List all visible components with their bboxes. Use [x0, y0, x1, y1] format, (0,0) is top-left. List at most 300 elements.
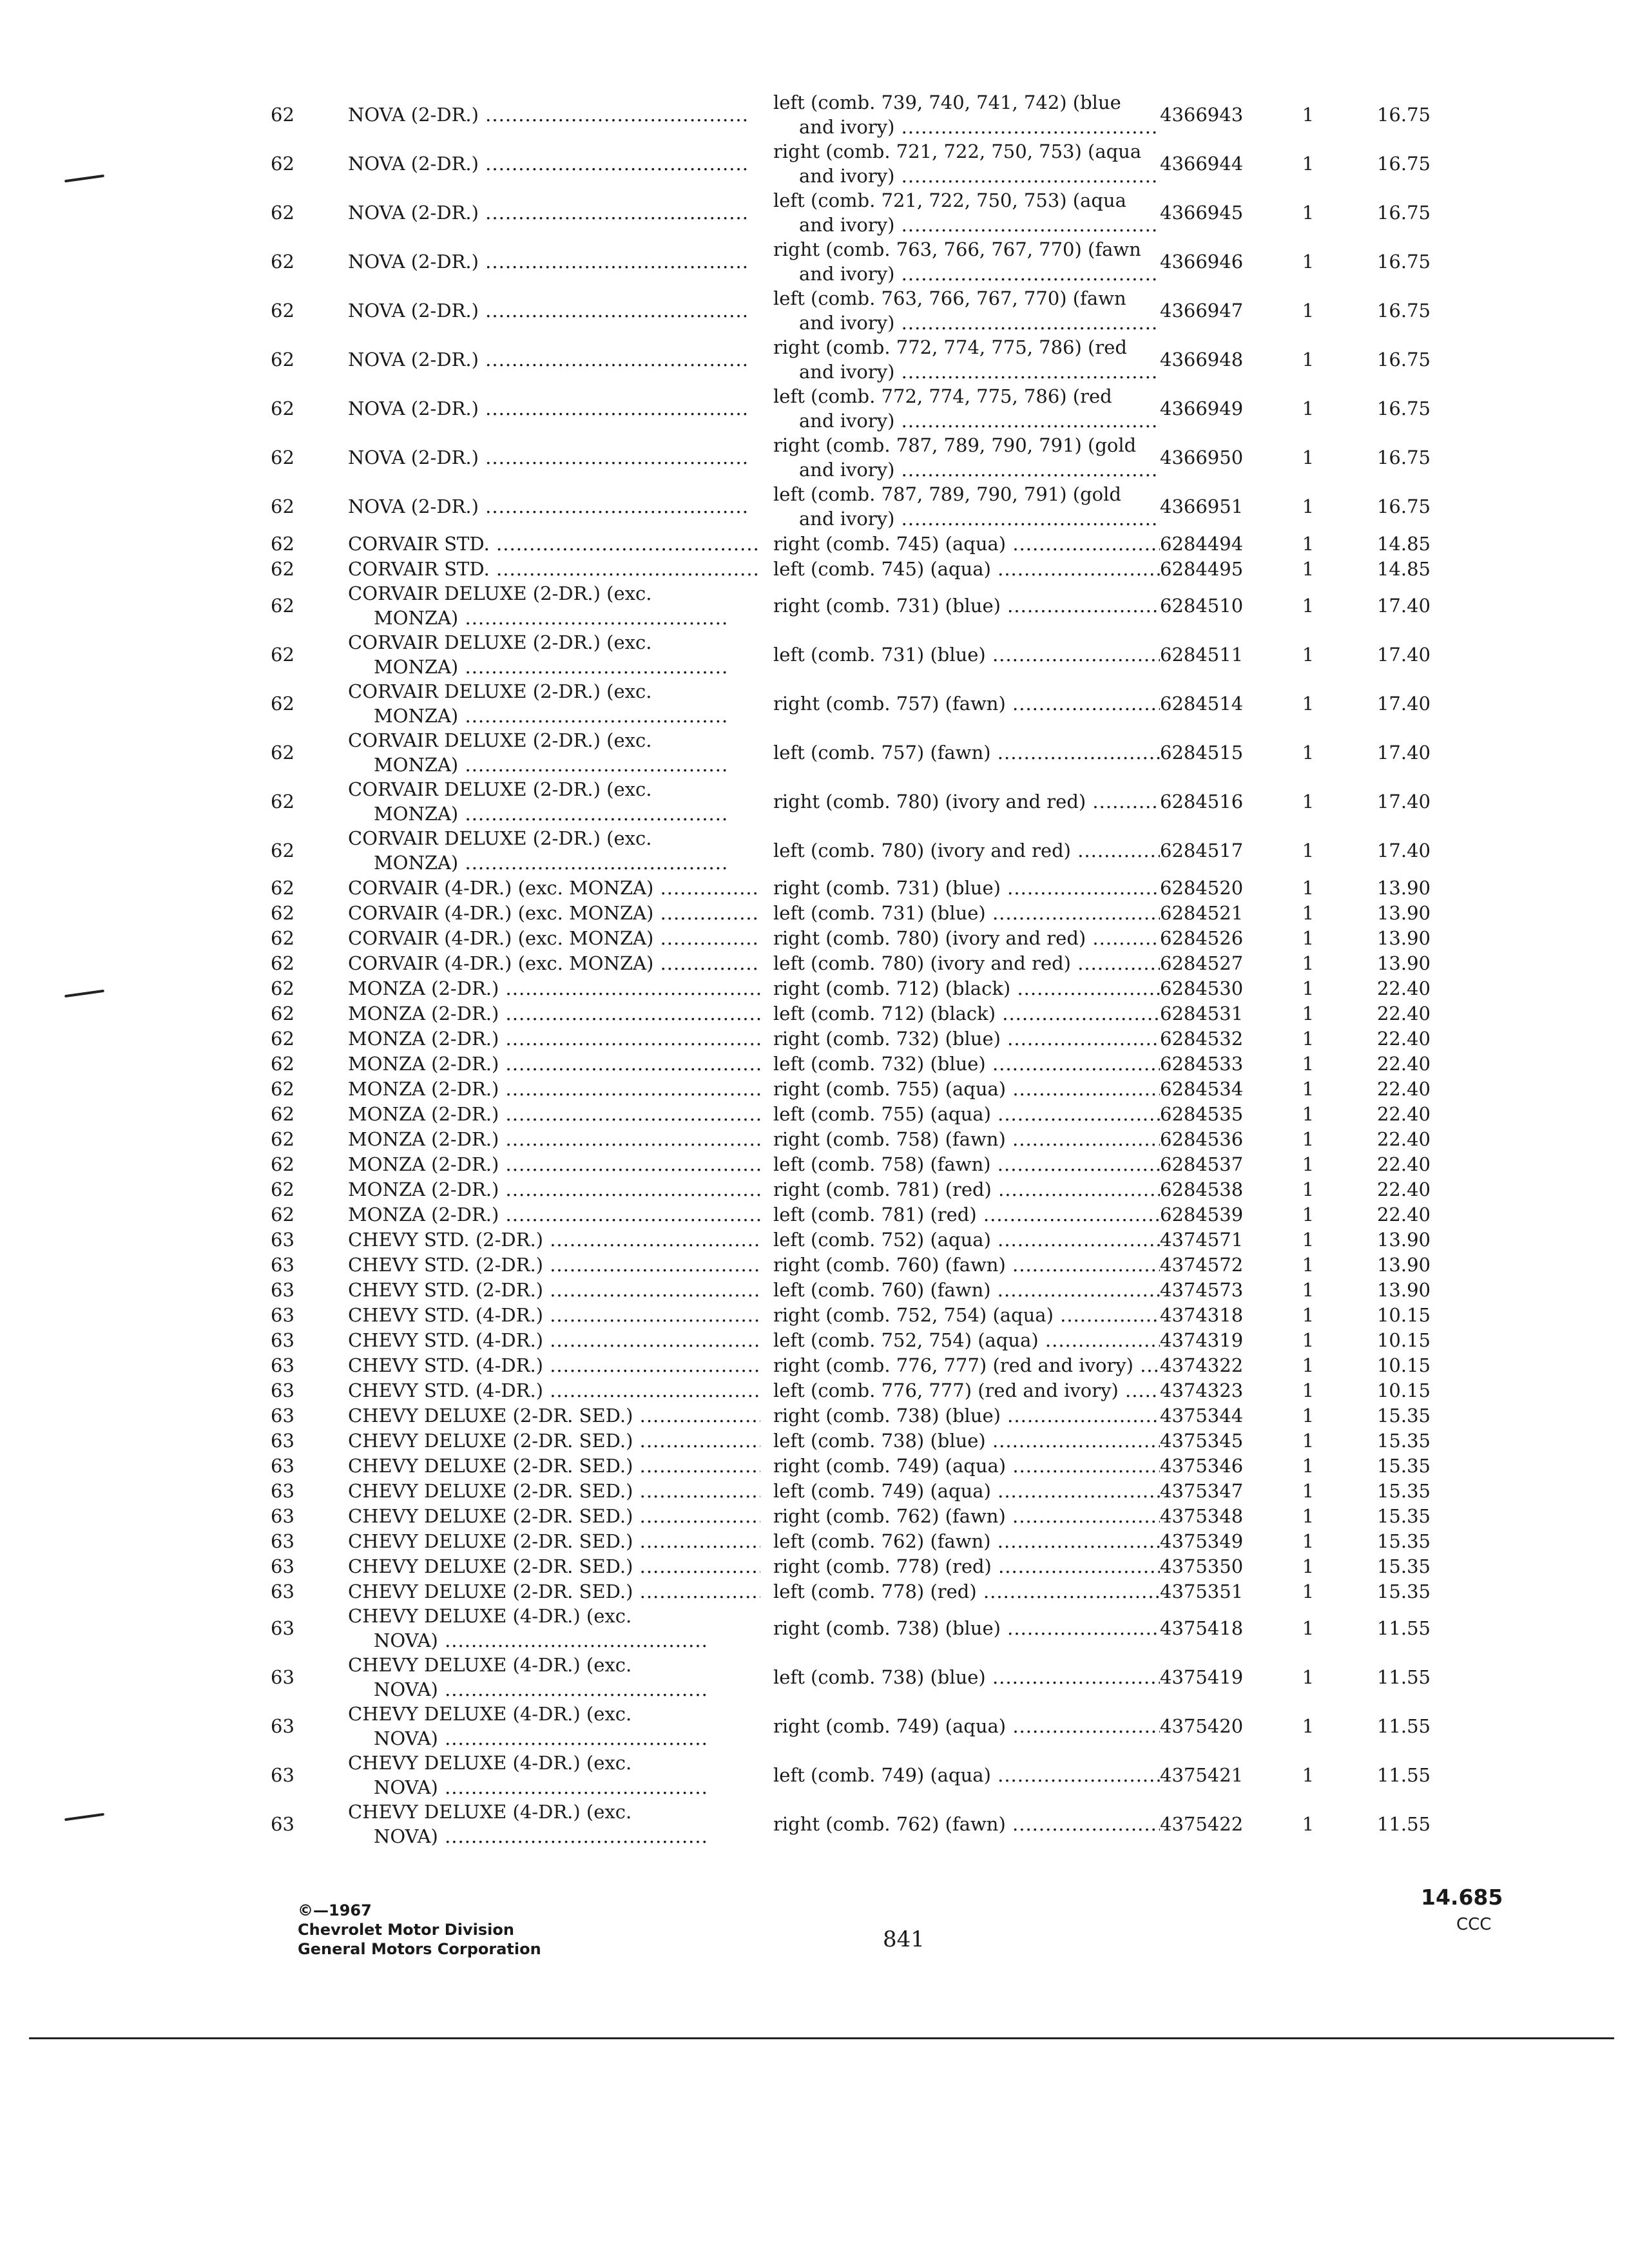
- model-name: [348, 557, 760, 581]
- part-description: [760, 1812, 1160, 1836]
- model-name-line: CHEVY DELUXE (4-DR.) (exc.: [348, 1605, 632, 1627]
- model-name-line: MONZA) .....: [348, 704, 760, 728]
- model-name-line: MONZA (2-DR.) .....: [348, 1177, 760, 1202]
- quantity: 1: [1302, 1429, 1315, 1452]
- quantity: 1: [1302, 1666, 1315, 1688]
- description-line: and ivory) .....: [773, 457, 1160, 482]
- model-year: 62: [271, 977, 294, 999]
- catalog-row: [258, 630, 1495, 679]
- description-line: left (comb. 732) (blue) .....: [773, 1052, 1160, 1076]
- price: 16.75: [1376, 202, 1431, 224]
- description-line: right (comb. 738) (blue) .....: [773, 1403, 1160, 1428]
- price: 16.75: [1376, 447, 1431, 468]
- description-line: right (comb. 758) (fawn) .....: [773, 1127, 1160, 1151]
- part-description: [760, 1579, 1160, 1604]
- catalog-row: [258, 1478, 1495, 1503]
- part-number: 6284511: [1160, 644, 1244, 666]
- model-name: [348, 1579, 760, 1604]
- model-name: [348, 1077, 760, 1101]
- part-number: 6284521: [1160, 901, 1244, 924]
- quantity: 1: [1302, 876, 1315, 899]
- quantity: 1: [1302, 1228, 1315, 1251]
- part-description: [760, 433, 1160, 482]
- model-year: 62: [271, 153, 294, 175]
- part-description: [760, 90, 1160, 139]
- corporation-line: General Motors Corporation: [298, 1940, 541, 1958]
- part-number: 4374571: [1160, 1228, 1244, 1251]
- model-year: 62: [271, 952, 294, 974]
- description-line: left (comb. 781) (red) .....: [773, 1202, 1160, 1227]
- model-name-line: MONZA (2-DR.) .....: [348, 976, 760, 1001]
- catalog-row: [258, 531, 1495, 556]
- catalog-row: [258, 826, 1495, 875]
- model-year: 63: [271, 1715, 294, 1737]
- part-description: [760, 1052, 1160, 1076]
- margin-mark: [64, 175, 104, 183]
- model-name-line: CORVAIR DELUXE (2-DR.) (exc.: [348, 631, 652, 653]
- quantity: 1: [1302, 1354, 1315, 1376]
- model-year: 62: [271, 532, 294, 555]
- model-name: [348, 976, 760, 1001]
- model-name-line: CHEVY DELUXE (2-DR. SED.) .....: [348, 1529, 760, 1553]
- model-name-line: CORVAIR DELUXE (2-DR.) (exc.: [348, 827, 652, 849]
- model-name-line: CHEVY DELUXE (4-DR.) (exc.: [348, 1752, 632, 1774]
- catalog-row: [258, 975, 1495, 1001]
- model-name-line: MONZA) .....: [348, 655, 760, 679]
- price: 10.15: [1376, 1379, 1431, 1401]
- model-name: [348, 200, 760, 225]
- quantity: 1: [1302, 977, 1315, 999]
- quantity: 1: [1302, 1504, 1315, 1527]
- quantity: 1: [1302, 153, 1315, 175]
- part-number: 6284527: [1160, 952, 1244, 974]
- description-line: left (comb. 712) (black) .....: [773, 1001, 1160, 1026]
- model-name-line: CHEVY DELUXE (2-DR. SED.) .....: [348, 1479, 760, 1503]
- description-line: right (comb. 749) (aqua) .....: [773, 1454, 1160, 1478]
- model-name-line: MONZA) .....: [348, 753, 760, 777]
- price: 17.40: [1376, 595, 1431, 617]
- quantity: 1: [1302, 1128, 1315, 1150]
- model-name: [348, 1253, 760, 1277]
- catalog-row: [258, 1101, 1495, 1126]
- catalog-row: [258, 777, 1495, 826]
- description-line: and ivory) .....: [773, 262, 1160, 286]
- division-line: Chevrolet Motor Division: [298, 1921, 514, 1939]
- catalog-row: [258, 139, 1495, 188]
- quantity: 1: [1302, 1454, 1315, 1477]
- model-year: 63: [271, 1504, 294, 1527]
- model-year: 63: [271, 1379, 294, 1401]
- model-name-line: CORVAIR STD. .....: [348, 557, 760, 581]
- description-line: left (comb. 780) (ivory and red) .....: [773, 838, 1160, 863]
- model-year: 63: [271, 1404, 294, 1427]
- model-name: [348, 102, 760, 127]
- model-year: 62: [271, 901, 294, 924]
- price: 15.35: [1376, 1580, 1431, 1602]
- model-year: 62: [271, 595, 294, 617]
- part-description: [760, 335, 1160, 384]
- part-description: [760, 1454, 1160, 1478]
- price: 22.40: [1376, 1102, 1431, 1125]
- part-description: [760, 1026, 1160, 1051]
- description-line: right (comb. 780) (ivory and red) .....: [773, 789, 1160, 814]
- part-number: 6284531: [1160, 1002, 1244, 1024]
- quantity: 1: [1302, 742, 1315, 764]
- catalog-row: [258, 1579, 1495, 1604]
- model-name-line: NOVA) .....: [348, 1628, 760, 1653]
- part-description: [760, 1763, 1160, 1787]
- model-name-line: MONZA) .....: [348, 802, 760, 826]
- description-line: right (comb. 776, 777) (red and ivory) .....: [773, 1353, 1160, 1378]
- model-name: [348, 1479, 760, 1503]
- price: 15.35: [1376, 1555, 1431, 1577]
- model-name-line: MONZA (2-DR.) .....: [348, 1026, 760, 1051]
- part-description: [760, 1616, 1160, 1640]
- model-name: [348, 728, 760, 777]
- description-line: right (comb. 731) (blue) .....: [773, 593, 1160, 618]
- quantity: 1: [1302, 495, 1315, 517]
- part-description: [760, 1403, 1160, 1428]
- price: 22.40: [1376, 1077, 1431, 1100]
- catalog-row: [258, 1352, 1495, 1378]
- part-number: 4375422: [1160, 1813, 1244, 1835]
- part-number: 6284537: [1160, 1153, 1244, 1175]
- model-name-line: CORVAIR (4-DR.) (exc. MONZA) .....: [348, 901, 760, 925]
- model-year: 63: [271, 1813, 294, 1835]
- quantity: 1: [1302, 1253, 1315, 1276]
- model-name-line: CHEVY STD. (4-DR.) .....: [348, 1353, 760, 1378]
- model-name-line: MONZA) .....: [348, 606, 760, 630]
- catalog-row: [258, 1151, 1495, 1177]
- model-name-line: NOVA (2-DR.) .....: [348, 494, 760, 519]
- catalog-row: [258, 728, 1495, 777]
- price: 16.75: [1376, 251, 1431, 273]
- part-number: 6284530: [1160, 977, 1244, 999]
- model-year: 63: [271, 1329, 294, 1351]
- price: 16.75: [1376, 495, 1431, 517]
- part-number: 4374322: [1160, 1354, 1244, 1376]
- model-name-line: CHEVY DELUXE (2-DR. SED.) .....: [348, 1403, 760, 1428]
- description-line: right (comb. 738) (blue) .....: [773, 1616, 1160, 1640]
- model-name: [348, 901, 760, 925]
- model-name-line: MONZA (2-DR.) .....: [348, 1001, 760, 1026]
- description-line: left (comb. 731) (blue) .....: [773, 901, 1160, 925]
- part-description: [760, 1077, 1160, 1101]
- quantity: 1: [1302, 1379, 1315, 1401]
- quantity: 1: [1302, 557, 1315, 580]
- price: 13.90: [1376, 1228, 1431, 1251]
- model-year: 62: [271, 1102, 294, 1125]
- description-line: right (comb. 780) (ivory and red) .....: [773, 926, 1160, 950]
- description-line: left (comb. 762) (fawn) .....: [773, 1529, 1160, 1553]
- catalog-row: [258, 1503, 1495, 1528]
- description-line: right (comb. 752, 754) (aqua) .....: [773, 1303, 1160, 1327]
- price: 22.40: [1376, 1027, 1431, 1050]
- model-name: [348, 1529, 760, 1553]
- part-number: 4366944: [1160, 153, 1244, 175]
- price: 14.85: [1376, 532, 1431, 555]
- part-number: 6284535: [1160, 1102, 1244, 1125]
- part-number: 6284517: [1160, 840, 1244, 861]
- description-line: right (comb. 745) (aqua) .....: [773, 532, 1160, 556]
- model-year: 62: [271, 495, 294, 517]
- price: 15.35: [1376, 1454, 1431, 1477]
- catalog-row: [258, 1553, 1495, 1579]
- part-description: [760, 1253, 1160, 1277]
- description-line: right (comb. 781) (red) .....: [773, 1177, 1160, 1202]
- part-number: 6284520: [1160, 876, 1244, 899]
- description-line: and ivory) .....: [773, 506, 1160, 531]
- part-number: 6284538: [1160, 1178, 1244, 1200]
- quantity: 1: [1302, 447, 1315, 468]
- description-line: left (comb. 760) (fawn) .....: [773, 1278, 1160, 1302]
- model-name-line: NOVA (2-DR.) .....: [348, 102, 760, 127]
- quantity: 1: [1302, 1052, 1315, 1075]
- model-name: [348, 1328, 760, 1352]
- part-number: 4375351: [1160, 1580, 1244, 1602]
- price: 10.15: [1376, 1303, 1431, 1326]
- model-name: [348, 1403, 760, 1428]
- part-description: [760, 1278, 1160, 1302]
- model-name: [348, 926, 760, 950]
- model-name-line: CHEVY STD. (2-DR.) .....: [348, 1227, 760, 1252]
- catalog-row: [258, 875, 1495, 900]
- quantity: 1: [1302, 251, 1315, 273]
- model-name: [348, 1102, 760, 1126]
- part-number: 4375344: [1160, 1404, 1244, 1427]
- section-code: CCC: [1456, 1915, 1492, 1934]
- model-name: [348, 1026, 760, 1051]
- part-number: 4366950: [1160, 447, 1244, 468]
- quantity: 1: [1302, 1530, 1315, 1552]
- catalog-row: [258, 237, 1495, 286]
- part-number: 6284526: [1160, 927, 1244, 949]
- model-name: [348, 1052, 760, 1076]
- catalog-row: [258, 1378, 1495, 1403]
- description-line: and ivory) .....: [773, 311, 1160, 335]
- quantity: 1: [1302, 1404, 1315, 1427]
- quantity: 1: [1302, 1329, 1315, 1351]
- part-number: 6284533: [1160, 1052, 1244, 1075]
- quantity: 1: [1302, 1002, 1315, 1024]
- model-name-line: MONZA (2-DR.) .....: [348, 1152, 760, 1177]
- quantity: 1: [1302, 927, 1315, 949]
- model-name: [348, 1127, 760, 1151]
- model-name-line: CORVAIR DELUXE (2-DR.) (exc.: [348, 680, 652, 702]
- model-year: 63: [271, 1454, 294, 1477]
- part-number: 4366943: [1160, 104, 1244, 126]
- model-name: [348, 1702, 760, 1751]
- description-line: left (comb. 738) (blue) .....: [773, 1665, 1160, 1689]
- description-line: right (comb. 762) (fawn) .....: [773, 1812, 1160, 1836]
- description-line: right (comb. 762) (fawn) .....: [773, 1504, 1160, 1528]
- model-year: 62: [271, 1077, 294, 1100]
- catalog-row: [258, 581, 1495, 630]
- catalog-row: [258, 482, 1495, 531]
- model-year: 63: [271, 1253, 294, 1276]
- price: 13.90: [1376, 876, 1431, 899]
- model-name-line: MONZA) .....: [348, 850, 760, 875]
- model-name: [348, 777, 760, 826]
- part-description: [760, 1353, 1160, 1378]
- model-name-line: NOVA (2-DR.) .....: [348, 396, 760, 421]
- model-name-line: CHEVY DELUXE (4-DR.) (exc.: [348, 1654, 632, 1676]
- part-number: 4375419: [1160, 1666, 1244, 1688]
- quantity: 1: [1302, 840, 1315, 861]
- model-name: [348, 826, 760, 875]
- part-description: [760, 532, 1160, 556]
- part-description: [760, 1227, 1160, 1252]
- catalog-row: [258, 679, 1495, 728]
- model-year: 63: [271, 1278, 294, 1301]
- part-description: [760, 789, 1160, 814]
- price: 22.40: [1376, 1153, 1431, 1175]
- model-name-line: CHEVY DELUXE (4-DR.) (exc.: [348, 1801, 632, 1823]
- model-year: 62: [271, 447, 294, 468]
- quantity: 1: [1302, 1278, 1315, 1301]
- model-name-line: MONZA (2-DR.) .....: [348, 1127, 760, 1151]
- description-line: left (comb. 752) (aqua) .....: [773, 1227, 1160, 1252]
- model-year: 62: [271, 927, 294, 949]
- price: 11.55: [1376, 1715, 1431, 1737]
- catalog-row: [258, 1051, 1495, 1076]
- part-description: [760, 926, 1160, 950]
- model-name-line: CHEVY STD. (4-DR.) .....: [348, 1303, 760, 1327]
- model-name: [348, 1751, 760, 1800]
- catalog-row: [258, 556, 1495, 581]
- quantity: 1: [1302, 644, 1315, 666]
- model-year: 62: [271, 1027, 294, 1050]
- price: 15.35: [1376, 1479, 1431, 1502]
- price: 13.90: [1376, 901, 1431, 924]
- model-name-line: CHEVY DELUXE (4-DR.) (exc.: [348, 1703, 632, 1725]
- model-name-line: MONZA (2-DR.) .....: [348, 1202, 760, 1227]
- quantity: 1: [1302, 1715, 1315, 1737]
- description-line: and ivory) .....: [773, 360, 1160, 384]
- model-year: 63: [271, 1580, 294, 1602]
- part-description: [760, 237, 1160, 286]
- section-number: 14.685: [1421, 1885, 1503, 1910]
- description-line: left (comb. 772, 774, 775, 786) (red: [773, 385, 1112, 407]
- model-name: [348, 1653, 760, 1702]
- price: 10.15: [1376, 1329, 1431, 1351]
- price: 11.55: [1376, 1666, 1431, 1688]
- part-number: 6284534: [1160, 1077, 1244, 1100]
- description-line: left (comb. 721, 722, 750, 753) (aqua: [773, 189, 1126, 211]
- quantity: 1: [1302, 1555, 1315, 1577]
- price: 11.55: [1376, 1764, 1431, 1786]
- part-number: 6284539: [1160, 1203, 1244, 1225]
- quantity: 1: [1302, 1203, 1315, 1225]
- model-year: 62: [271, 251, 294, 273]
- model-year: 62: [271, 1002, 294, 1024]
- model-name: [348, 494, 760, 519]
- price: 13.90: [1376, 927, 1431, 949]
- model-name-line: NOVA (2-DR.) .....: [348, 445, 760, 470]
- part-description: [760, 1202, 1160, 1227]
- catalog-row: [258, 433, 1495, 482]
- model-name-line: CHEVY STD. (2-DR.) .....: [348, 1253, 760, 1277]
- model-year: 62: [271, 202, 294, 224]
- catalog-row: [258, 1302, 1495, 1327]
- price: 15.35: [1376, 1429, 1431, 1452]
- price: 22.40: [1376, 1203, 1431, 1225]
- catalog-row: [258, 950, 1495, 975]
- catalog-row: [258, 900, 1495, 925]
- model-name-line: NOVA) .....: [348, 1775, 760, 1800]
- model-name: [348, 1177, 760, 1202]
- quantity: 1: [1302, 104, 1315, 126]
- model-name-line: NOVA) .....: [348, 1726, 760, 1751]
- part-description: [760, 557, 1160, 581]
- model-name-line: CORVAIR (4-DR.) (exc. MONZA) .....: [348, 876, 760, 900]
- part-number: 4366949: [1160, 398, 1244, 419]
- description-line: right (comb. 787, 789, 790, 791) (gold: [773, 434, 1137, 456]
- description-line: and ivory) .....: [773, 115, 1160, 139]
- quantity: 1: [1302, 1813, 1315, 1835]
- part-description: [760, 1152, 1160, 1177]
- part-description: [760, 1378, 1160, 1403]
- model-name-line: CHEVY DELUXE (2-DR. SED.) .....: [348, 1579, 760, 1604]
- description-line: left (comb. 758) (fawn) .....: [773, 1152, 1160, 1177]
- model-year: 63: [271, 1617, 294, 1639]
- model-name: [348, 1454, 760, 1478]
- model-name: [348, 249, 760, 274]
- price: 22.40: [1376, 1052, 1431, 1075]
- part-description: [760, 1177, 1160, 1202]
- model-name-line: NOVA) .....: [348, 1677, 760, 1702]
- model-name: [348, 1604, 760, 1653]
- model-name: [348, 679, 760, 728]
- model-year: 63: [271, 1666, 294, 1688]
- description-line: left (comb. 749) (aqua) .....: [773, 1763, 1160, 1787]
- part-description: [760, 482, 1160, 531]
- part-number: 6284510: [1160, 595, 1244, 617]
- catalog-row: [258, 286, 1495, 335]
- model-name: [348, 532, 760, 556]
- price: 14.85: [1376, 557, 1431, 580]
- part-description: [760, 1428, 1160, 1453]
- description-line: left (comb. 738) (blue) .....: [773, 1428, 1160, 1453]
- part-description: [760, 1127, 1160, 1151]
- model-name: [348, 445, 760, 470]
- catalog-row: [258, 1026, 1495, 1051]
- model-year: 62: [271, 693, 294, 715]
- model-year: 62: [271, 791, 294, 812]
- quantity: 1: [1302, 1178, 1315, 1200]
- quantity: 1: [1302, 693, 1315, 715]
- margin-mark: [64, 1813, 104, 1821]
- model-year: 63: [271, 1764, 294, 1786]
- model-year: 63: [271, 1530, 294, 1552]
- model-name: [348, 1428, 760, 1453]
- model-year: 62: [271, 104, 294, 126]
- catalog-row: [258, 1751, 1495, 1800]
- part-number: 4375347: [1160, 1479, 1244, 1502]
- part-description: [760, 1554, 1160, 1579]
- model-name-line: CORVAIR (4-DR.) (exc. MONZA) .....: [348, 926, 760, 950]
- part-description: [760, 1001, 1160, 1026]
- catalog-row: [258, 1653, 1495, 1702]
- catalog-row: [258, 1327, 1495, 1352]
- description-line: left (comb. 731) (blue) .....: [773, 642, 1160, 667]
- price: 17.40: [1376, 742, 1431, 764]
- model-name: [348, 630, 760, 679]
- part-number: 4375349: [1160, 1530, 1244, 1552]
- part-number: 4374572: [1160, 1253, 1244, 1276]
- part-description: [760, 188, 1160, 237]
- model-name: [348, 1554, 760, 1579]
